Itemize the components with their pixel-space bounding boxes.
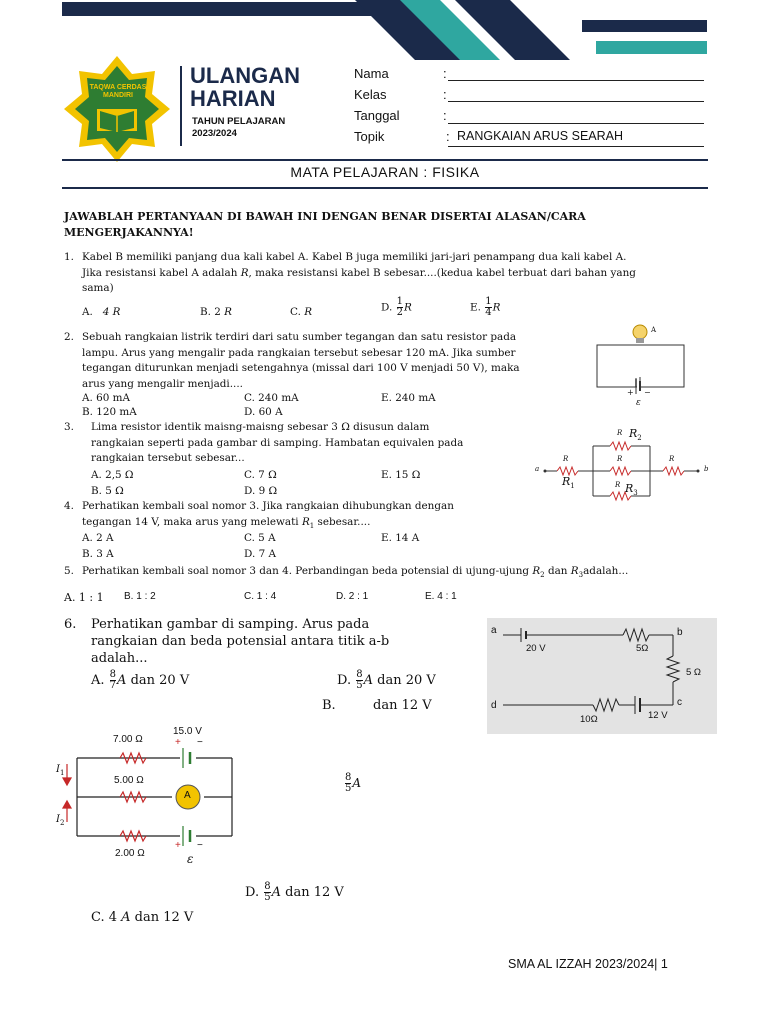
- q2-line4: arus yang mengalir menjadi....: [82, 377, 243, 390]
- q1-line1: Kabel B memiliki panjang dua kali kabel A. Kabel B juga memiliki jari-jari penampang dua kali kabel A.: [82, 251, 627, 263]
- q3-label-r-top: R: [617, 429, 623, 437]
- title-line1: ULANGAN: [190, 63, 300, 88]
- q2-plus-label: +: [627, 388, 634, 397]
- q5-line: Perhatikan kembali soal nomor 3 dan 4. Perbandingan beda potensial di ujung-ujung $R_2$ dan $R_3adalah$...: [82, 565, 629, 580]
- year-value: 2023/2024: [192, 128, 237, 139]
- q3-label-b: b: [704, 465, 709, 473]
- q2-number: 2.: [64, 331, 74, 343]
- fig7-label-r2: 2.00 Ω: [115, 848, 145, 859]
- q4-option-b[interactable]: B. 3 A: [82, 548, 114, 560]
- field-tanggal-line[interactable]: [448, 123, 704, 124]
- q3-option-c[interactable]: C. 7 Ω: [244, 469, 277, 481]
- q3-line3: rangkaian tersebut sebesar...: [91, 452, 245, 464]
- q3-option-d[interactable]: D. 9 Ω: [244, 485, 278, 497]
- q2-lamp-label: A: [651, 326, 657, 334]
- q6-label-a: a: [491, 625, 497, 636]
- field-kelas-sep: :: [443, 87, 447, 102]
- q3-label-r-right: R: [669, 455, 675, 463]
- header-banner: [0, 0, 768, 60]
- fig7-label-i1: $I_1$: [56, 764, 65, 777]
- q2-option-d[interactable]: D. 60 A: [244, 406, 283, 418]
- resistor-r2-symbol: [610, 442, 631, 450]
- q4-option-d[interactable]: D. 7 A: [244, 548, 276, 560]
- q6-label-c: c: [677, 697, 682, 708]
- header-divider: [180, 66, 182, 146]
- question-2: [64, 330, 584, 392]
- lamp-icon: [633, 325, 647, 339]
- q1-line2: Jika resistansi kabel A adalah R, maka resistansi kabel B sebesar....(kedua kabel terbuat dari bahan yang: [82, 266, 636, 279]
- fig7-plus-top: +: [175, 737, 181, 748]
- q6-line1: Perhatikan gambar di samping. Arus pada: [91, 617, 370, 632]
- q6-option-d[interactable]: D. $\frac{8}{5}$ A dan 20 V: [337, 669, 436, 691]
- q6-option-b-text[interactable]: dan 12 V: [373, 698, 432, 713]
- q5-option-a[interactable]: A. 1 : 1: [64, 591, 104, 604]
- q4-option-e[interactable]: E. 14 A: [381, 532, 420, 544]
- q2-emf-label: ε: [636, 398, 641, 408]
- year-label: TAHUN PELAJARAN: [192, 116, 286, 127]
- fig7-label-r7: 7.00 Ω: [113, 734, 143, 745]
- q1-option-a[interactable]: A. 4 R: [82, 306, 121, 318]
- field-nama-line[interactable]: [448, 80, 704, 81]
- fig7-minus-bottom: −: [197, 840, 203, 851]
- question-6: [64, 616, 484, 668]
- q5-option-b[interactable]: B. 1 : 2: [124, 591, 156, 602]
- q2-option-e[interactable]: E. 240 mA: [381, 392, 436, 404]
- q6-label-b: b: [677, 627, 683, 638]
- question-3: [64, 420, 584, 468]
- q3-option-b[interactable]: B. 5 Ω: [91, 485, 124, 497]
- ammeter-circuit-figure: [52, 740, 242, 875]
- field-topik-line[interactable]: [448, 146, 704, 147]
- q6-number: 6.: [64, 617, 77, 632]
- fig7-label-i2: $I_2$: [56, 814, 65, 827]
- resistor-right-symbol: [663, 467, 684, 475]
- q2-minus-label: −: [644, 388, 651, 397]
- field-kelas-label: Kelas: [354, 87, 387, 102]
- q3-line2: rangkaian seperti pada gambar di samping. Hambatan equivalen pada: [91, 436, 464, 449]
- q5-number: 5.: [64, 565, 74, 577]
- q3-label-r3: $R_3$: [625, 482, 638, 498]
- q5-option-d[interactable]: D. 2 : 1: [336, 591, 369, 602]
- q3-option-e[interactable]: E. 15 Ω: [381, 469, 421, 481]
- q2-line2: lampu. Arus yang mengalir pada rangkaian tersebut sebesar 120 mA. Jika sumber: [82, 346, 516, 359]
- field-topik-label: Topik: [354, 129, 385, 144]
- instructions: JAWABLAH PERTANYAAN DI BAWAH INI DENGAN BENAR DISERTAI ALASAN/CARA MENGERJAKANNYA!: [64, 210, 586, 239]
- q3-number: 3.: [64, 421, 74, 433]
- field-tanggal-label: Tanggal: [354, 108, 400, 123]
- q6-option-c[interactable]: C. 4 A dan 12 V: [91, 910, 194, 925]
- field-topik-sep: :: [446, 129, 450, 144]
- subject-rule-bottom: [62, 187, 708, 189]
- question-1: [64, 250, 704, 298]
- subject-title: MATA PELAJARAN : FISIKA: [290, 164, 480, 180]
- q6-floating-fraction: $\frac{8}{5}$ A: [345, 772, 362, 794]
- field-nama-sep: :: [443, 66, 447, 81]
- q4-number: 4.: [64, 500, 74, 512]
- q6-label-r10: 10Ω: [580, 714, 598, 725]
- q3-label-r1: $R_1$: [562, 475, 575, 491]
- q3-label-r2: $R_2$: [629, 427, 642, 443]
- title-line2: HARIAN: [190, 86, 276, 111]
- q5-option-e[interactable]: E. 4 : 1: [425, 591, 457, 602]
- question-5: [64, 564, 744, 582]
- q3-label-r-mid: R: [617, 455, 623, 463]
- q6-label-r5b: 5 Ω: [686, 667, 702, 678]
- q6-line2: rangkaian dan beda potensial antara titik a-b: [91, 634, 390, 649]
- q3-option-a[interactable]: A. 2,5 Ω: [91, 469, 134, 481]
- fig7-ammeter-label: A: [184, 790, 191, 801]
- q1-option-d[interactable]: D. $\frac{1}{2}$ R: [381, 296, 412, 318]
- field-kelas-line[interactable]: [448, 101, 704, 102]
- q6-option-a[interactable]: A. $\frac{8}{7}$ A dan 20 V: [91, 669, 190, 691]
- page-footer: SMA AL IZZAH 2023/2024| 1: [508, 957, 668, 971]
- q5-option-c[interactable]: C. 1 : 4: [244, 591, 277, 602]
- q4-line2: tegangan 14 V, maka arus yang melewati $R_1$ sebesar....: [82, 515, 371, 530]
- fig7-label-r5: 5.00 Ω: [114, 775, 144, 786]
- q2-option-a[interactable]: A. 60 mA: [82, 392, 130, 404]
- q1-option-b[interactable]: B. 2 R: [200, 306, 232, 318]
- q2-option-b[interactable]: B. 120 mA: [82, 406, 137, 418]
- q6-label-d: d: [491, 700, 497, 711]
- q6-label-v20: 20 V: [526, 643, 546, 654]
- subject-rule-top: [62, 159, 708, 161]
- q6-option-b-label[interactable]: B.: [322, 698, 336, 713]
- fig7-plus-bottom: +: [175, 840, 181, 851]
- q1-option-e[interactable]: E. $\frac{1}{4}$ R: [470, 296, 501, 318]
- fig7-emf-label: ε: [187, 852, 194, 866]
- q6-label-r5a: 5Ω: [636, 643, 649, 654]
- field-tanggal-sep: :: [443, 108, 447, 123]
- q4-option-c[interactable]: C. 5 A: [244, 532, 276, 544]
- q6-option-d-repeat[interactable]: D. $\frac{8}{5}$ A dan 12 V: [245, 881, 344, 903]
- resistor-r1-symbol: [557, 467, 578, 475]
- q3-label-r-left: R: [563, 455, 569, 463]
- q1-number: 1.: [64, 251, 74, 263]
- q1-line3: sama): [82, 282, 114, 294]
- q4-option-a[interactable]: A. 2 A: [82, 532, 114, 544]
- q6-line3: adalah...: [91, 651, 148, 666]
- school-logo: [62, 54, 172, 164]
- q6-label-v12: 12 V: [648, 710, 668, 721]
- q1-option-c[interactable]: C. R: [290, 306, 313, 318]
- logo-text: TAQWA CERDAS MANDIRI: [89, 84, 147, 99]
- fig7-minus-top: −: [197, 737, 203, 748]
- q2-line1: Sebuah rangkaian listrik terdiri dari satu sumber tegangan dan satu resistor pada: [82, 331, 517, 343]
- resistor-mid-symbol: [610, 467, 631, 475]
- q2-line3: tegangan diturunkan menjadi setengahnya (missal dari 100 V menjadi 50 V), maka: [82, 362, 520, 374]
- q3-line1: Lima resistor identik maisng-maisng sebesar 3 Ω disusun dalam: [91, 421, 430, 433]
- field-topik-value: RANGKAIAN ARUS SEARAH: [457, 129, 624, 143]
- q2-option-c[interactable]: C. 240 mA: [244, 392, 299, 404]
- q4-line1: Perhatikan kembali soal nomor 3. Jika rangkaian dihubungkan dengan: [82, 500, 454, 512]
- q3-label-r-bottom: R: [615, 481, 621, 489]
- field-nama-label: Nama: [354, 66, 389, 81]
- q3-label-a: a: [535, 465, 540, 473]
- fig7-label-v15: 15.0 V: [173, 726, 202, 737]
- question-4: [64, 499, 584, 533]
